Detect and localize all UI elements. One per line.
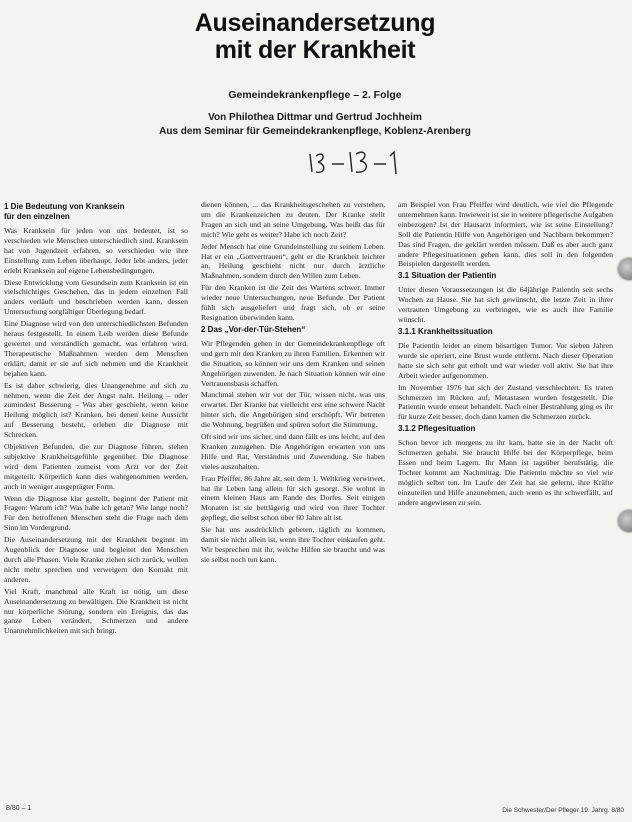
section-2-heading: 2 Das „Vor-der-Tür-Stehen“ [201, 324, 306, 334]
section-1-heading [4, 202, 188, 222]
paragraph: Frau Pfeiffer, 86 Jahre alt, seit dem 1. Weltkrieg verwitwet, hat ihr Leben lang allein für sich gesorgt. Sie wohnt in einem kleinen Haus am Rande des Dorfes. Seit einigen Monaten ist sie bettlägerig und wird von ihrer Tochter gepflegt, die selbst schon über 60 Jahre alt ist. [201, 473, 385, 523]
paragraph: Jeder Mensch hat eine Grundeinstellung zu seinem Leben. Hat er ein „Gottvertrauen“, geht er die Krankheit leichter an. Heilung geschieht nicht nur durch ärztliche Maßnahmen, sondern durch den Willen zum Leben. [201, 241, 385, 281]
column-1 [4, 200, 188, 800]
paragraph: Schon bevor ich morgens zu ihr kam, hatte sie in der Nacht oft Schmerzen gehabt. Sie braucht Hilfe bei der Körperpflege, beim Essen und beim Lagern. Ihr Mann ist tagsüber berufstätig, die Tochter kommt am Nachmittag. Die Patientin möchte so viel wie möglich selbst tun. Im Laufe der Zeit hat sie gelernt, ihre Kräfte einzuteilen und Hilfe anzunehmen, auch wenn es ihr schwerfällt, auf andere angewiesen zu sein. [398, 438, 613, 507]
punch-hole [618, 258, 632, 280]
title-line-2: mit der Krankheit [214, 36, 416, 64]
paragraph: Eine Diagnose wird von den unterschiedlichsten Befunden heraus festgestellt. In einem Leib werden diese Befunde gewertet und verständlich gemacht, was erfahren wird. Therapeutische Maßnahmen werden dem Menschen erklärt, damit er sie auf sich nehmen und die Krankheit bejahen kann. [4, 319, 188, 378]
section-1-heading-line-2: für den einzelnen [4, 212, 70, 221]
page-number: 8/80 – 1 [6, 805, 32, 812]
paragraph: Sie hat uns ausdrücklich gebeten, täglich zu kommen, damit sie nicht allein ist, wenn ihre Tochter einkaufen geht. Wir besprechen mit ihr, welche Hilfen sie braucht und was sie selbst noch tun kann. [201, 525, 385, 564]
paragraph: dienen können, ... das Krankheitsgeschehen zu verstehen, um die Krankenzeichen zu deuten. Der Kranke stellt Fragen an sich und an seine Umgebung, Was heißt das für mich? Wie geht es weiter? Habe ich noch Zeit? [201, 200, 385, 239]
paragraph: Wir Pflegenden gehen in der Gemeindekrankenpflege oft und gern mit den Kranken zu ihren Familien. Erkennen wir die Situation, so können wir uns dem Kranken und seinen Angehörigen zuwenden. Je nach Situation können wir eine Vertrauensbasis schaffen. [201, 338, 385, 388]
authors: Von Philothea Dittmar und Gertrud Jochheim [208, 112, 422, 123]
punch-hole [618, 510, 632, 532]
paragraph: Oft sind wir uns sicher, und dann fällt es uns leicht, auf den Kranken zuzugehen. Die Angehörigen erwarten von uns Hilfe und Rat, Verständnis und Zuwendung. Sie haben vieles auszuhalten. [201, 432, 385, 471]
seminar-affiliation: Aus dem Seminar für Gemeindekrankenpflege, Koblenz-Arenberg [159, 126, 471, 137]
paragraph: Was Kranksein für jeden von uns bedeutet, ist so verschieden wie Menschen unterschiedlich sind. Kranksein hat von Jugendzeit erfahren, so verschieden wie ihre Einstellung zum Leben überhaupt. Jeder lebt anders, jeder erlebt Kranksein auf eigene Lebensbedingungen. [4, 226, 188, 275]
paragraph: Objektiven Befunden, die zur Diagnose führen, stehen subjektive Krankheitsgefühle gegenüber. Die Diagnose wird dem Patienten zumeist vom Arzt vor der Zeit mitgeteilt. Körperlich kann dies wahrgenommen werden, auch in weniger ausgeprägter Form. [4, 442, 188, 491]
paragraph: Manchmal stehen wir vor der Tür, wissen nicht, was uns erwartet. Der Kranke hat vielleicht erst eine schwere Nacht hinter sich, die Angehörigen sind erschöpft. Wir betreten die Wohnung, begrüßen und spüren sofort die Stimmung. [201, 390, 385, 430]
paragraph: Im November 1976 hat sich der Zustand verschlechtert. Es traten Schmerzen im Rücken auf, Metastasen wurden festgestellt. Die Patientin wurde erneut behandelt. Nach einer Bestrahlung ging es ihr für kurze Zeit besser, doch dann kamen die Schmerzen zurück. [398, 382, 613, 422]
column-2 [201, 200, 385, 800]
handwritten-signature [304, 146, 404, 180]
section-1-heading-line-1: 1 Die Bedeutung von Kranksein [4, 202, 125, 211]
section-3-1-2-heading: 3.1.2 Pflegesituation [398, 424, 476, 434]
paragraph: Unter diesen Voraussetzungen ist die 64jährige Patientin seit sechs Wochen zu Hause. Sie hat sich gewünscht, die letzte Zeit in ihrer vertrauten Umgebung zu verbringen, wie es auch ihre Familie wünscht. [398, 285, 613, 325]
paragraph: Viel Kraft, manchmal alle Kraft ist nötig, um diese Auseinandersetzung zu bewältigen. Die Krankheit ist nicht nur körperliche Störung, sondern ein Ereignis, das das ganze Leben verändert, Schmerzen und andere Unannehmlichkeiten mit sich bringt. [4, 586, 188, 636]
title-line-1: Auseinandersetzung [194, 9, 436, 37]
paragraph: Wenn die Diagnose klar gestellt, beginnt der Patient mit Fragen: Warum ich? Was habe ich getan? Wie lange noch? Für den betroffenen Menschen steht die Frage nach dem Sinn im Vordergrund. [4, 493, 188, 533]
article-title [150, 10, 480, 64]
paragraph: Es ist daher schwierig, dies Unangenehme auf sich zu nehmen, wenn die Zeit der Angst naht. Heilung – oder zumindest Besserung – Was aber geschieht, wenn keine Heilung möglich ist? Kranken, bei denen keine Aussicht auf Besserung besteht, erleben die Diagnose mit Schrecken. [4, 380, 188, 440]
journal-footer: Die Schwester/Der Pfleger 19. Jahrg. 8/80 [502, 807, 624, 814]
paragraph: Für den Kranken ist die Zeit des Wartens schwer. Immer wieder neue Untersuchungen, neue Befunde. Der Patient fühlt sich ausgeliefert und fragt sich, ob er seine Resignation überwinden kann. [201, 283, 385, 322]
section-3-1-heading: 3.1 Situation der Patientin [398, 271, 497, 281]
paragraph: Die Auseinandersetzung mit der Krankheit beginnt im Augenblick der Diagnose und begleitet den Menschen durch alle Phasen. Viele Kranke ziehen sich zurück, wollen nicht mehr sprechen und verweigern den Kontakt mit anderen. [4, 535, 188, 584]
paragraph: am Beispiel von Frau Pfeiffer wird deutlich, wie viel die Pflegende unternehmen kann. Inwieweit ist sie in weitere pflegerische Aufgaben einbezogen? Ist der Hausarzt informiert, wie ist seine Einstellung? Soll die Patientin Hilfe von Angehörigen und Nachbarn bekommen? Das sind Fragen, die geklärt werden müssen. Daß es aber auch ganz andere Pflegesituationen geben kann, dies soll in den folgenden Beispielen dargestellt werden. [398, 200, 613, 269]
article-subtitle: Gemeindekrankenpflege – 2. Folge [228, 89, 402, 101]
column-3 [398, 200, 613, 800]
byline [110, 111, 520, 139]
section-3-1-1-heading: 3.1.1 Krankheitssituation [398, 326, 493, 336]
paragraph: Die Patientin leidet an einem bösartigen Tumor. Vor sieben Jahren wurde sie operiert, eine Brust wurde entfernt. Nach dieser Operation hatte sie sich sehr gut erholt und war wieder voll aktiv. Sie hat ihre Arbeit wieder aufgenommen. [398, 340, 613, 380]
paragraph: Diese Entwicklung vom Gesundsein zum Kranksein ist ein vielschichtiges Geschehen, das in jedem einzelnen Fall anders verläuft und beschrieben werden kann, dessen Untersuchung sorgfältiger Überlegung bedarf. [4, 277, 188, 317]
